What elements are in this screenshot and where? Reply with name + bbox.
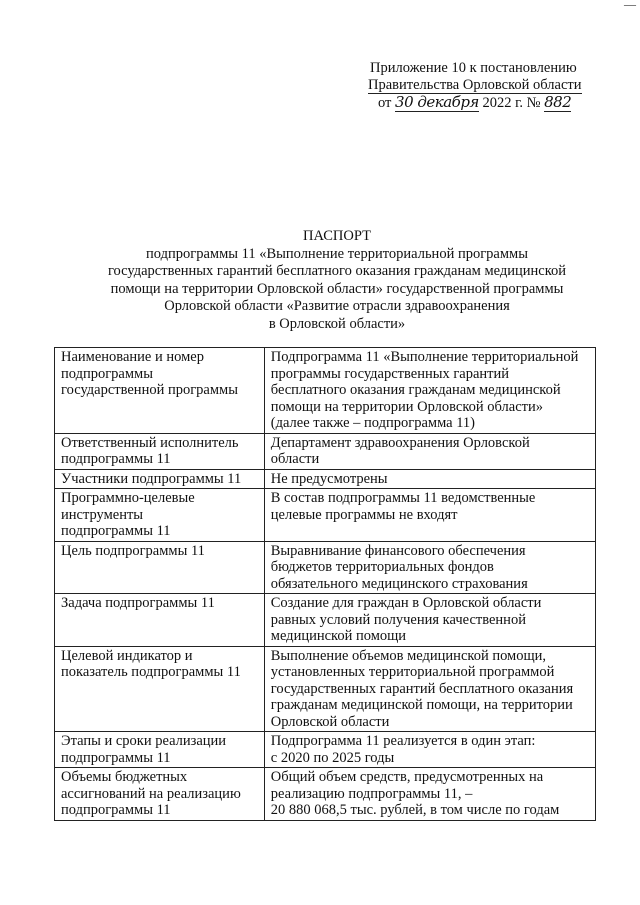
row-label-cell: [55, 594, 265, 647]
row-label-cell: [55, 541, 265, 594]
row-value-line: Департамент здравоохранения Орловской: [270, 434, 530, 451]
row-value-line: Не предусмотрены: [270, 470, 388, 487]
row-value-line: Выполнение объемов медицинской помощи,: [270, 647, 547, 664]
row-label-line: подпрограммы 11: [61, 523, 171, 539]
row-value-line: равных условий получения качественной: [270, 611, 526, 628]
row-value-cell: [264, 768, 595, 821]
row-value-line: Выравнивание финансового обеспечения: [270, 542, 526, 559]
row-value-line: Орловской области: [270, 713, 390, 730]
row-value-line: Создание для граждан в Орловской области: [270, 595, 542, 611]
row-label-line: подпрограммы: [61, 365, 153, 382]
row-value-line: помощи на территории Орловской области»: [270, 398, 543, 415]
row-value-cell: [264, 541, 595, 594]
row-value-line: реализацию подпрограммы 11, –: [270, 785, 473, 802]
row-label-cell: [55, 433, 265, 469]
row-label-line: Наименование и номер: [61, 349, 204, 365]
row-label-line: подпрограммы 11: [61, 451, 171, 467]
corner-mark: —: [624, 0, 636, 11]
row-value-cell: [264, 433, 595, 469]
row-label-line: Объемы бюджетных: [61, 769, 188, 785]
row-value-line: Подпрограмма 11 реализуется в один этап:: [270, 733, 536, 749]
appendix-header: [370, 60, 582, 112]
row-value-line: 20 880 068,5 тыс. рублей, в том числе по годам: [270, 802, 560, 818]
row-label-line: инструменты: [61, 506, 144, 523]
title-line: в Орловской области»: [268, 315, 406, 332]
row-value-cell: [264, 732, 595, 768]
table-row: [55, 433, 596, 469]
row-label-cell: [55, 489, 265, 542]
row-label-line: Этапы и сроки реализации: [61, 733, 227, 749]
table-row: [55, 768, 596, 821]
appendix-line-2: [368, 77, 582, 94]
row-value-line: установленных территориальной программой: [270, 664, 555, 680]
date-handwritten: 30 декабря: [395, 93, 479, 111]
title-line: Орловской области «Развитие отрасли здравоохранения: [164, 298, 510, 314]
appendix-line-1: Приложение 10 к постановлению: [370, 60, 577, 76]
row-label-line: Программно-целевые: [61, 490, 195, 506]
date-prefix: от: [378, 95, 392, 111]
number-handwritten: 882: [544, 93, 572, 111]
row-value-line: Общий объем средств, предусмотренных на: [270, 769, 544, 785]
row-value-line: (далее также – подпрограмма 11): [270, 415, 475, 431]
row-value-cell: [264, 594, 595, 647]
passport-title: [60, 228, 614, 333]
row-label-cell: [55, 469, 265, 489]
table-row: [55, 489, 596, 542]
row-label-line: Ответственный исполнитель: [61, 434, 239, 451]
row-label-line: ассигнований на реализацию: [61, 785, 241, 802]
row-value-line: гражданам медицинской помощи, на территории: [270, 697, 573, 713]
row-label-line: подпрограммы 11: [61, 802, 171, 818]
row-value-line: области: [270, 451, 320, 467]
passport-table: [54, 347, 596, 821]
row-label-line: Целевой индикатор и: [61, 647, 193, 664]
row-value-cell: [264, 646, 595, 732]
appendix-date-line: [378, 94, 582, 112]
title-line: подпрограммы 11 «Выполнение территориальной программы: [146, 245, 528, 262]
title-line: помощи на территории Орловской области» государственной программы: [110, 280, 564, 297]
row-value-line: Подпрограмма 11 «Выполнение территориальной: [270, 349, 579, 365]
passport-heading: ПАСПОРТ: [303, 228, 371, 244]
title-line: государственных гарантий бесплатного оказания гражданам медицинской: [107, 263, 567, 279]
row-value-cell: [264, 489, 595, 542]
row-label-line: Участники подпрограммы 11: [61, 470, 242, 487]
table-row: [55, 541, 596, 594]
table-row: [55, 469, 596, 489]
row-label-line: Цель подпрограммы 11: [61, 542, 205, 559]
row-value-line: программы государственных гарантий: [270, 365, 510, 382]
row-value-cell: [264, 348, 595, 434]
row-label-cell: [55, 768, 265, 821]
table-row: [55, 348, 596, 434]
table-row: [55, 732, 596, 768]
table-row: [55, 646, 596, 732]
appendix-line-2-text: Правительства Орловской области: [368, 77, 582, 93]
row-value-line: бесплатного оказания гражданам медицинской: [270, 382, 561, 398]
row-label-cell: [55, 646, 265, 732]
row-value-line: с 2020 по 2025 годы: [270, 749, 395, 766]
date-year: 2022 г. №: [482, 95, 541, 111]
row-value-line: государственных гарантий бесплатного оказания: [270, 680, 574, 697]
row-value-line: целевые программы не входят: [270, 506, 458, 523]
row-value-line: бюджетов территориальных фондов: [270, 559, 494, 575]
row-label-line: Задача подпрограммы 11: [61, 595, 215, 611]
row-label-line: подпрограммы 11: [61, 749, 171, 766]
row-value-line: В состав подпрограммы 11 ведомственные: [270, 490, 536, 506]
row-value-line: медицинской помощи: [270, 628, 407, 644]
row-label-cell: [55, 348, 265, 434]
row-label-line: государственной программы: [61, 382, 238, 398]
row-value-line: обязательного медицинского страхования: [270, 575, 528, 592]
row-value-cell: [264, 469, 595, 489]
table-row: [55, 594, 596, 647]
row-label-line: показатель подпрограммы 11: [61, 664, 241, 680]
row-label-cell: [55, 732, 265, 768]
